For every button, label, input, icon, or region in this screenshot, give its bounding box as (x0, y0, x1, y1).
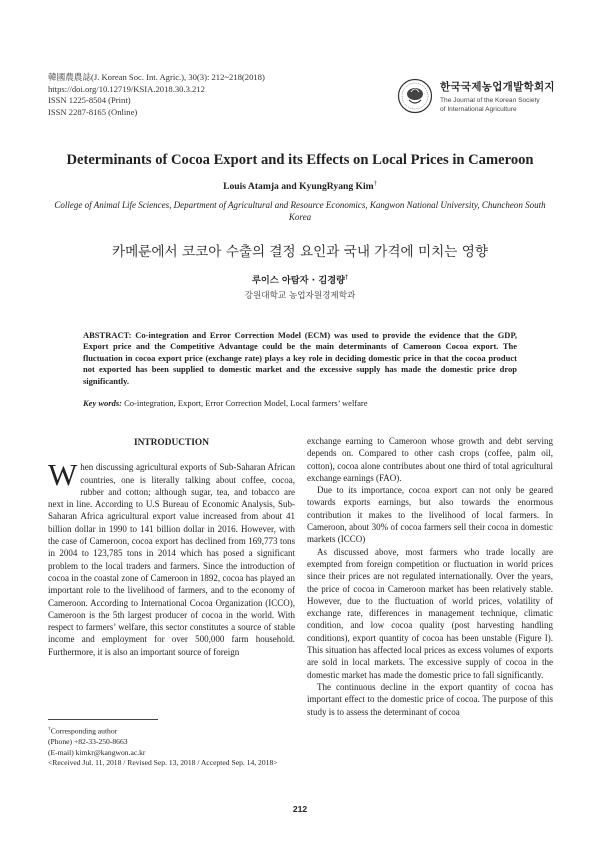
article-title-korean: 카메룬에서 코코아 수출의 결정 요인과 국내 가격에 미치는 영향 (112, 244, 488, 260)
article-title: Determinants of Cocoa Export and its Effects on Local Prices in Cameroon (66, 152, 534, 168)
intro-paragraph-3: As discussed above, most farmers who trade locally are exempted from foreign competition or fluctuation in world prices since their prices are not regulated internationally. Over the years, the price of cocoa in Cameroon market has been relatively stable. However, due to the fluctuation of world prices, volatility of exchange rate, differences in management technique, climatic condition, and low cocoa quality (post harvesting handling conditions), export quantity of cocoa has been unstable (Figure I). This situation has affected local prices as excess volumes of exports are sold in local markets. The excessive supply of cocoa in the domestic market has made the domestic price to fall significantly. (307, 546, 553, 680)
article-authors: Louis Atamja and KyungRyang Kim† (223, 180, 377, 193)
section-heading-introduction: INTRODUCTION (133, 438, 209, 448)
article-authors-korean: 루이스 아탐자 · 김경량† (252, 273, 348, 286)
doi-link[interactable]: https://doi.org/10.12719/KSIA.2018.30.3.212 (48, 83, 205, 94)
article-affiliation: College of Animal Life Sciences, Department of Agricultural and Resource Economics, Kangwon National University, Chuncheon South Korea (54, 200, 546, 222)
journal-citation: 韓國農農誌(J. Korean Soc. Int. Agric.), 30(3): 212~218(2018) (48, 72, 265, 82)
intro-paragraph-1-continued: exchange earning to Cameroon whose growth and debt serving depends on. Compared to other cash crops (coffee, palm oil, cotton), cocoa alone contributes about one third of total agricultural exchange earnings (FAO). (307, 436, 553, 483)
intro-paragraph-4: The continuous decline in the export quantity of cocoa has important effect to the domestic price of cocoa. The purpose of this study is to assess the determinant of cocoa (307, 681, 553, 717)
issn-print: ISSN 1225-8504 (Print) (48, 95, 131, 105)
page-number: 212 (292, 804, 308, 814)
article-affiliation-korean: 강원대학교 농업자원경제학과 (244, 291, 356, 301)
corresponding-mark: † (373, 180, 377, 187)
keywords (83, 398, 517, 408)
footnote-corresponding: †Corresponding author (48, 726, 118, 736)
society-logo-icon (397, 78, 433, 114)
footnote-phone: (Phone) +82-33-250-8663 (48, 737, 128, 747)
drop-cap: W (48, 457, 78, 493)
intro-paragraph-1: When discussing agricultural exports of Sub-Saharan African countries, one is literally talking about coffee, cocoa, rubber and cotton; although sugar, tea, and tobacco are next in line. According to U.S Bureau of Economic Analysis, Sub-Saharan Africa agricultural export value increased from about 41 billion dollar in 1990 to 141 billion dollar in 2016. However, with the case of Cameroon, cocoa export has declined from 169,773 tons in 2004 to 123,785 tons in 2014 which has posed a significant problem to the local traders and farmers. Since the introduction of cocoa in the coastal zone of Cameroon in 1892, cocoa has played an important role to the livelihood of farmers, and to the economy of Cameroon. According to International Cocoa Organization (ICCO), Cameroon is the 5th largest producer of cocoa in the world. With respect to farmers’ welfare, this sector constitutes a source of stable income and employment for over 500,000 farm household. Furthermore, it is also an important source of foreign (48, 457, 295, 657)
footnote-divider (48, 719, 158, 720)
society-name-english: The Journal of the Korean Society of International Agriculture (440, 97, 540, 113)
right-column (307, 435, 553, 718)
footnotes (48, 724, 308, 769)
issn-online: ISSN 2287-8165 (Online) (48, 106, 138, 117)
keywords-list: Co-integration, Export, Error Correction Model, Local farmers’ welfare (124, 398, 368, 408)
keywords-label: Key words: (83, 398, 122, 408)
abstract: ABSTRACT: Co-integration and Error Correction Model (ECM) was used to provide the evidence that the GDP, Export price and the Competitive Advantage could be the main determinants of Cameroon Cocoa export. The fluctuation in cocoa export price (exchange rate) plays a key role in deciding domestic price in that the cocoa product not exported has been supplied to domestic market and the excessive supply has made the domestic price drop significantly. (83, 330, 517, 386)
society-name (440, 79, 590, 114)
footnote-received-dates: <Received Jul. 11, 2018 / Revised Sep. 13, 2018 / Accepted Sep. 14, 2018> (48, 758, 278, 768)
society-name-korean: 한국국제농업개발학회지 (440, 81, 555, 93)
left-column (48, 435, 295, 658)
footnote-email[interactable]: (E-mail) kimkr@kangwon.ac.kr (48, 747, 146, 757)
intro-paragraph-2: Due to its importance, cocoa export can not only be geared towards exports earnings, but also towards the enormous contribution it makes to the livelihood of local farmers. In Cameroon, about 30% of cocoa farmers sell their cocoa in domestic markets (ICCO) (307, 485, 553, 545)
